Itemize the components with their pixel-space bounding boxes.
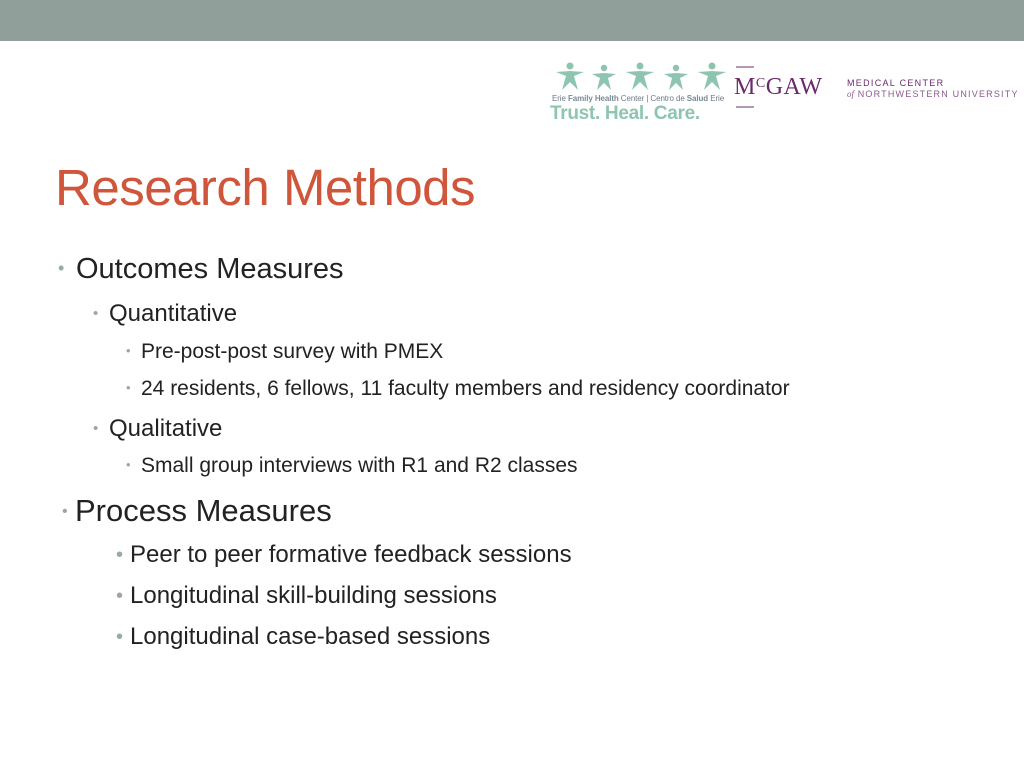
bullet-dot-icon: •	[116, 585, 124, 607]
northwestern-university-label: of NORTHWESTERN UNIVERSITY	[847, 89, 1019, 99]
people-figures-icon	[552, 62, 728, 92]
medical-center-label: MEDICAL CENTER	[847, 78, 945, 88]
bullet-process-measures: • Process Measures	[62, 493, 332, 528]
bullet-pmex-survey: • Pre-post-post survey with PMEX	[126, 340, 444, 363]
bullet-dot-icon: •	[93, 305, 99, 322]
bullet-dot-icon: •	[62, 503, 68, 520]
bullet-peer-feedback: • Peer to peer formative feedback sessions	[116, 541, 572, 568]
bullet-outcomes-measures: • Outcomes Measures	[58, 253, 344, 285]
bullet-participants: • 24 residents, 6 fellows, 11 faculty members and residency coordinator	[126, 377, 790, 400]
bullet-dot-icon: •	[116, 626, 124, 648]
slide-title: Research Methods	[55, 159, 476, 216]
bullet-dot-icon: •	[93, 420, 99, 437]
erie-family-health-logo	[548, 62, 730, 126]
bullet-skill-building: • Longitudinal skill-building sessions	[116, 582, 497, 609]
bullet-dot-icon: •	[58, 258, 65, 278]
bullet-qualitative: • Qualitative	[93, 415, 223, 442]
logo-divider-top	[736, 66, 754, 68]
top-header-band	[0, 0, 1024, 41]
bullet-dot-icon: •	[126, 457, 131, 472]
logo-divider-bottom	[736, 106, 754, 108]
bullet-quantitative: • Quantitative	[93, 300, 238, 327]
bullet-dot-icon: •	[116, 544, 124, 566]
bullet-dot-icon: •	[126, 343, 131, 358]
bullet-dot-icon: •	[126, 380, 131, 395]
bullet-small-group-interviews: • Small group interviews with R1 and R2 classes	[126, 454, 578, 477]
bullet-case-based: • Longitudinal case-based sessions	[116, 623, 491, 650]
erie-tagline: Trust. Heal. Care.	[550, 103, 700, 124]
mcgaw-logo: $M^CGAW$	[734, 74, 823, 100]
erie-caption: Erie Family Health Center | Centro de Salud Erie	[552, 94, 725, 103]
